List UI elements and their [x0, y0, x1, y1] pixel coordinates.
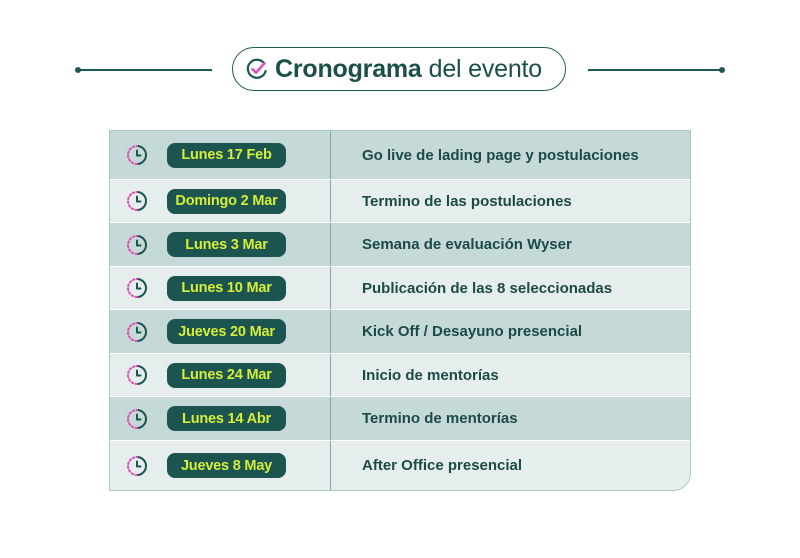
date-cell [110, 180, 331, 222]
activity-label: Inicio de mentorías [362, 366, 499, 384]
date-cell [110, 310, 331, 353]
date-cell [110, 354, 331, 396]
clock-icon [125, 276, 149, 300]
check-circle-icon [245, 57, 269, 81]
activity-label: Semana de evaluación Wyser [362, 236, 572, 253]
rule-dot [75, 67, 81, 73]
clock-icon [125, 320, 149, 344]
date-cell [110, 131, 331, 179]
date-badge: Lunes 24 Mar [167, 363, 286, 388]
clock-icon [125, 363, 149, 387]
schedule-row [110, 397, 690, 441]
activity-label: Termino de las postulaciones [362, 192, 572, 210]
clock-icon [125, 407, 149, 431]
schedule-row [110, 441, 690, 490]
header-rule-left [78, 69, 212, 71]
date-badge: Jueves 20 Mar [167, 319, 286, 344]
activity-label: Go live de lading page y postulaciones [362, 146, 639, 164]
schedule-row [110, 310, 690, 354]
clock-icon [125, 189, 149, 213]
date-badge: Lunes 10 Mar [167, 276, 286, 301]
schedule-row [110, 223, 690, 267]
schedule-row [110, 267, 690, 310]
activity-label: Publicación de las 8 seleccionadas [362, 279, 613, 297]
date-cell [110, 223, 331, 266]
date-badge: Jueves 8 May [167, 453, 286, 478]
clock-icon [125, 233, 149, 257]
page-title [275, 55, 542, 84]
date-badge: Lunes 3 Mar [167, 232, 286, 257]
date-badge: Lunes 14 Abr [167, 406, 286, 431]
clock-icon [125, 454, 149, 478]
schedule-table [109, 130, 691, 491]
activity-label: After Office presencial [362, 457, 523, 474]
date-badge: Domingo 2 Mar [167, 189, 286, 214]
activity-label: Termino de mentorías [362, 410, 518, 427]
schedule-row [110, 354, 690, 397]
title-pill [232, 47, 566, 91]
date-cell [110, 397, 331, 440]
title-light: del evento [428, 54, 543, 83]
activity-label: Kick Off / Desayuno presencial [362, 323, 583, 340]
rule-dot [719, 67, 725, 73]
date-badge: Lunes 17 Feb [167, 143, 286, 168]
title-bold: Cronograma [275, 54, 422, 83]
date-cell [110, 267, 331, 309]
header [0, 47, 800, 93]
clock-icon [125, 143, 149, 167]
schedule-row [110, 131, 690, 180]
schedule-row [110, 180, 690, 223]
date-cell [110, 441, 331, 490]
header-rule-right [588, 69, 722, 71]
